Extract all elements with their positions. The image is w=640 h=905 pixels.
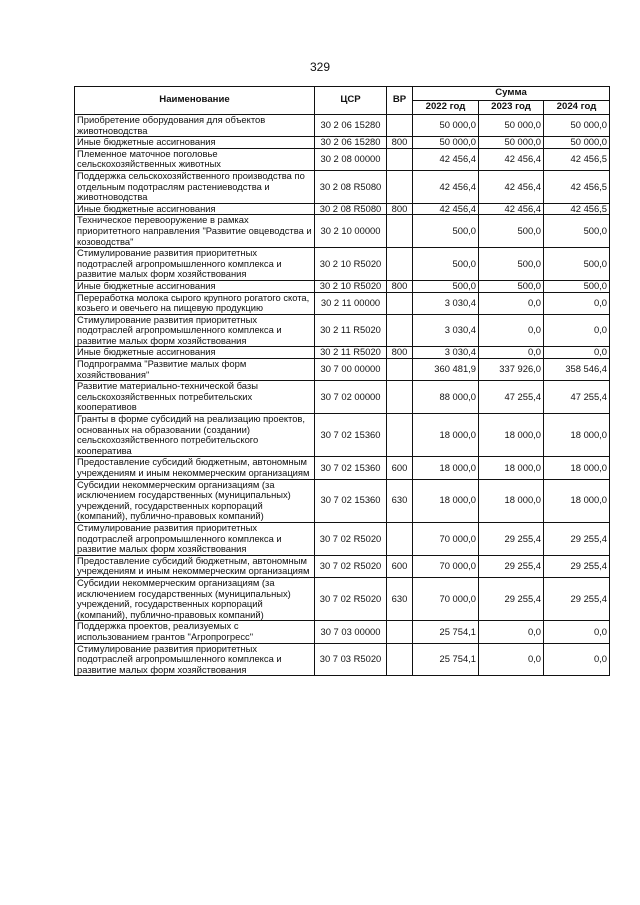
row-csr: 30 7 03 R5020 (315, 643, 387, 676)
row-value-2024: 500,0 (544, 280, 610, 292)
row-csr: 30 2 10 00000 (315, 215, 387, 248)
row-csr: 30 2 11 00000 (315, 292, 387, 314)
row-value-2022: 50 000,0 (413, 137, 479, 149)
table-row (75, 359, 610, 381)
row-value-2022: 500,0 (413, 215, 479, 248)
table-row (75, 457, 610, 479)
row-value-2022: 25 754,1 (413, 643, 479, 676)
row-value-2024: 18 000,0 (544, 414, 610, 457)
row-name: Приобретение оборудования для объектов животноводства (75, 115, 315, 137)
row-value-2022: 360 481,9 (413, 359, 479, 381)
row-csr: 30 2 11 R5020 (315, 314, 387, 347)
table-row (75, 555, 610, 577)
row-value-2023: 0,0 (479, 347, 544, 359)
row-vr (387, 359, 413, 381)
table-body (75, 115, 610, 676)
row-name: Стимулирование развития приоритетных подотраслей агропромышленного комплекса и развитие малых форм хозяйствования (75, 314, 315, 347)
row-csr: 30 7 02 R5020 (315, 522, 387, 555)
row-value-2023: 500,0 (479, 280, 544, 292)
table-row (75, 292, 610, 314)
row-vr (387, 643, 413, 676)
row-vr: 800 (387, 280, 413, 292)
table-row (75, 280, 610, 292)
row-csr: 30 2 08 00000 (315, 148, 387, 170)
row-vr: 800 (387, 347, 413, 359)
row-csr: 30 7 00 00000 (315, 359, 387, 381)
row-name: Поддержка проектов, реализуемых с использованием грантов "Агропрогресс" (75, 621, 315, 643)
row-name: Стимулирование развития приоритетных подотраслей агропромышленного комплекса и развитие малых форм хозяйствования (75, 643, 315, 676)
row-vr (387, 522, 413, 555)
table-header-row (75, 87, 610, 101)
table-row (75, 170, 610, 203)
table-row (75, 522, 610, 555)
row-value-2024: 42 456,5 (544, 170, 610, 203)
row-csr: 30 7 03 00000 (315, 621, 387, 643)
row-name: Иные бюджетные ассигнования (75, 203, 315, 215)
row-value-2022: 50 000,0 (413, 115, 479, 137)
row-value-2024: 500,0 (544, 215, 610, 248)
row-name: Иные бюджетные ассигнования (75, 347, 315, 359)
row-vr: 800 (387, 137, 413, 149)
row-value-2022: 3 030,4 (413, 347, 479, 359)
row-vr (387, 248, 413, 281)
table-row (75, 115, 610, 137)
table-row (75, 248, 610, 281)
table-row (75, 381, 610, 414)
table-row (75, 347, 610, 359)
row-name: Субсидии некоммерческим организациям (за исключением государственных (муниципальных) учреждений, государственных корпораций (компаний), публично-правовых компаний) (75, 577, 315, 620)
row-value-2024: 47 255,4 (544, 381, 610, 414)
row-value-2023: 42 456,4 (479, 203, 544, 215)
row-name: Подпрограмма "Развитие малых форм хозяйствования" (75, 359, 315, 381)
row-vr (387, 314, 413, 347)
row-value-2022: 500,0 (413, 248, 479, 281)
row-value-2022: 88 000,0 (413, 381, 479, 414)
row-value-2024: 0,0 (544, 347, 610, 359)
header-sum: Сумма (413, 87, 610, 101)
row-value-2022: 500,0 (413, 280, 479, 292)
table-row (75, 577, 610, 620)
row-name: Племенное маточное поголовье сельскохозяйственных животных (75, 148, 315, 170)
table-row (75, 414, 610, 457)
row-value-2022: 70 000,0 (413, 555, 479, 577)
row-csr: 30 7 02 15360 (315, 414, 387, 457)
row-value-2022: 18 000,0 (413, 457, 479, 479)
header-name: Наименование (75, 87, 315, 115)
header-year-2022: 2022 год (413, 101, 479, 115)
row-vr (387, 170, 413, 203)
row-value-2024: 42 456,5 (544, 203, 610, 215)
row-name: Поддержка сельскохозяйственного производства по отдельным подотраслям растениеводства и животноводства (75, 170, 315, 203)
row-value-2023: 0,0 (479, 643, 544, 676)
row-vr: 630 (387, 577, 413, 620)
row-value-2022: 3 030,4 (413, 314, 479, 347)
row-value-2024: 50 000,0 (544, 137, 610, 149)
row-value-2023: 18 000,0 (479, 479, 544, 522)
header-csr: ЦСР (315, 87, 387, 115)
row-value-2023: 42 456,4 (479, 170, 544, 203)
row-name: Гранты в форме субсидий на реализацию проектов, основанных на образовании (создании) сельскохозяйственного потребительского кооператива (75, 414, 315, 457)
header-vr: ВР (387, 87, 413, 115)
row-vr: 630 (387, 479, 413, 522)
row-vr: 800 (387, 203, 413, 215)
row-vr (387, 148, 413, 170)
row-name: Иные бюджетные ассигнования (75, 137, 315, 149)
row-name: Субсидии некоммерческим организациям (за исключением государственных (муниципальных) учреждений, государственных корпораций (компаний), публично-правовых компаний) (75, 479, 315, 522)
table-row (75, 621, 610, 643)
row-value-2023: 337 926,0 (479, 359, 544, 381)
row-vr (387, 381, 413, 414)
budget-table (74, 86, 610, 676)
row-csr: 30 7 02 R5020 (315, 555, 387, 577)
row-value-2022: 70 000,0 (413, 577, 479, 620)
row-value-2023: 47 255,4 (479, 381, 544, 414)
row-value-2024: 18 000,0 (544, 479, 610, 522)
row-csr: 30 7 02 00000 (315, 381, 387, 414)
row-value-2023: 0,0 (479, 621, 544, 643)
row-name: Предоставление субсидий бюджетным, автономным учреждениям и иным некоммерческим организациям (75, 457, 315, 479)
row-vr (387, 621, 413, 643)
row-value-2023: 50 000,0 (479, 115, 544, 137)
row-vr (387, 115, 413, 137)
table-row (75, 643, 610, 676)
row-value-2024: 0,0 (544, 314, 610, 347)
row-value-2022: 18 000,0 (413, 414, 479, 457)
row-csr: 30 2 08 R5080 (315, 170, 387, 203)
row-value-2023: 500,0 (479, 248, 544, 281)
row-value-2023: 42 456,4 (479, 148, 544, 170)
row-value-2023: 0,0 (479, 314, 544, 347)
header-year-2024: 2024 год (544, 101, 610, 115)
row-value-2024: 42 456,5 (544, 148, 610, 170)
row-vr: 600 (387, 555, 413, 577)
table-row (75, 203, 610, 215)
table-row (75, 148, 610, 170)
row-csr: 30 7 02 15360 (315, 457, 387, 479)
row-value-2022: 18 000,0 (413, 479, 479, 522)
row-name: Иные бюджетные ассигнования (75, 280, 315, 292)
row-value-2023: 29 255,4 (479, 577, 544, 620)
table-row (75, 314, 610, 347)
row-name: Техническое перевооружение в рамках приоритетного направления "Развитие овцеводства и козоводства" (75, 215, 315, 248)
row-value-2023: 500,0 (479, 215, 544, 248)
row-value-2024: 500,0 (544, 248, 610, 281)
row-name: Стимулирование развития приоритетных подотраслей агропромышленного комплекса и развитие малых форм хозяйствования (75, 248, 315, 281)
row-value-2024: 50 000,0 (544, 115, 610, 137)
table-row (75, 479, 610, 522)
row-value-2023: 0,0 (479, 292, 544, 314)
row-csr: 30 2 11 R5020 (315, 347, 387, 359)
row-value-2024: 358 546,4 (544, 359, 610, 381)
row-value-2023: 29 255,4 (479, 555, 544, 577)
row-value-2024: 18 000,0 (544, 457, 610, 479)
row-value-2022: 42 456,4 (413, 170, 479, 203)
row-value-2023: 18 000,0 (479, 457, 544, 479)
row-csr: 30 2 06 15280 (315, 137, 387, 149)
table-row (75, 137, 610, 149)
row-value-2024: 0,0 (544, 292, 610, 314)
row-value-2024: 0,0 (544, 621, 610, 643)
row-csr: 30 2 10 R5020 (315, 248, 387, 281)
header-year-2023: 2023 год (479, 101, 544, 115)
row-vr (387, 215, 413, 248)
row-value-2024: 29 255,4 (544, 555, 610, 577)
row-csr: 30 2 08 R5080 (315, 203, 387, 215)
row-csr: 30 2 06 15280 (315, 115, 387, 137)
row-value-2023: 18 000,0 (479, 414, 544, 457)
row-csr: 30 7 02 R5020 (315, 577, 387, 620)
row-csr: 30 2 10 R5020 (315, 280, 387, 292)
row-vr (387, 414, 413, 457)
row-value-2022: 42 456,4 (413, 203, 479, 215)
row-value-2024: 29 255,4 (544, 522, 610, 555)
row-value-2023: 50 000,0 (479, 137, 544, 149)
row-vr (387, 292, 413, 314)
row-name: Развитие материально-технической базы сельскохозяйственных потребительских кооперативов (75, 381, 315, 414)
row-value-2024: 29 255,4 (544, 577, 610, 620)
table-row (75, 215, 610, 248)
row-name: Переработка молока сырого крупного рогатого скота, козьего и овечьего на пищевую продукцию (75, 292, 315, 314)
row-name: Предоставление субсидий бюджетным, автономным учреждениям и иным некоммерческим организациям (75, 555, 315, 577)
row-value-2022: 42 456,4 (413, 148, 479, 170)
row-value-2024: 0,0 (544, 643, 610, 676)
page-number: 329 (309, 60, 331, 74)
row-name: Стимулирование развития приоритетных подотраслей агропромышленного комплекса и развитие малых форм хозяйствования (75, 522, 315, 555)
row-value-2022: 3 030,4 (413, 292, 479, 314)
row-value-2022: 25 754,1 (413, 621, 479, 643)
row-csr: 30 7 02 15360 (315, 479, 387, 522)
row-value-2023: 29 255,4 (479, 522, 544, 555)
row-vr: 600 (387, 457, 413, 479)
row-value-2022: 70 000,0 (413, 522, 479, 555)
